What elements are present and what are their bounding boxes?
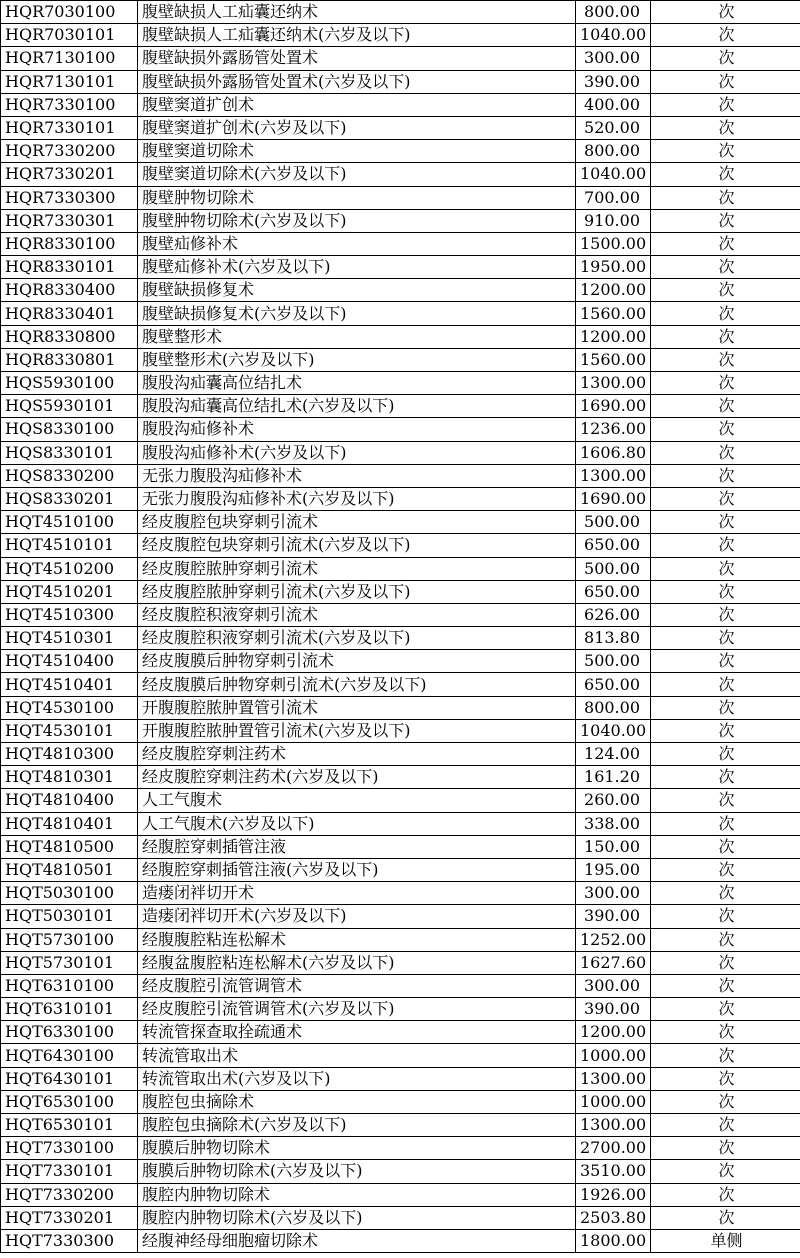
price-cell: 1040.00 [576, 24, 651, 47]
unit-cell: 次 [651, 232, 800, 255]
item-code-cell: HQT4810500 [1, 835, 138, 858]
item-code-cell: HQT7330200 [1, 1183, 138, 1206]
unit-cell: 次 [651, 1183, 800, 1206]
item-name-cell: 腹腔包虫摘除术 [138, 1090, 576, 1113]
item-name-cell: 腹股沟疝囊高位结扎术(六岁及以下) [138, 395, 576, 418]
unit-cell: 次 [651, 116, 800, 139]
price-cell: 390.00 [576, 70, 651, 93]
table-row [1, 928, 800, 951]
price-cell: 400.00 [576, 93, 651, 116]
item-code-cell: HQT6530101 [1, 1114, 138, 1137]
table-row [1, 673, 800, 696]
unit-cell: 次 [651, 511, 800, 534]
table-row [1, 209, 800, 232]
price-cell: 300.00 [576, 974, 651, 997]
item-code-cell: HQT4510401 [1, 673, 138, 696]
unit-cell: 次 [651, 696, 800, 719]
item-name-cell: 造瘘闭袢切开术(六岁及以下) [138, 905, 576, 928]
table-row [1, 789, 800, 812]
table-row [1, 905, 800, 928]
unit-cell: 次 [651, 163, 800, 186]
price-cell: 1606.80 [576, 441, 651, 464]
item-code-cell: HQT7330100 [1, 1137, 138, 1160]
table-row [1, 998, 800, 1021]
price-cell: 1627.60 [576, 951, 651, 974]
table-row [1, 974, 800, 997]
table-row [1, 47, 800, 70]
unit-cell: 次 [651, 743, 800, 766]
table-row [1, 464, 800, 487]
item-name-cell: 造瘘闭袢切开术 [138, 882, 576, 905]
table-row [1, 256, 800, 279]
unit-cell: 次 [651, 1044, 800, 1067]
item-code-cell: HQT5730100 [1, 928, 138, 951]
item-code-cell: HQT6330100 [1, 1021, 138, 1044]
item-name-cell: 腹壁窦道扩创术(六岁及以下) [138, 116, 576, 139]
item-code-cell: HQT4810300 [1, 743, 138, 766]
item-code-cell: HQS5930100 [1, 372, 138, 395]
item-code-cell: HQR7030101 [1, 24, 138, 47]
item-name-cell: 经皮腹膜后肿物穿刺引流术(六岁及以下) [138, 673, 576, 696]
unit-cell: 次 [651, 580, 800, 603]
price-cell: 1040.00 [576, 719, 651, 742]
unit-cell: 次 [651, 1206, 800, 1229]
unit-cell: 次 [651, 93, 800, 116]
table-row [1, 186, 800, 209]
item-name-cell: 经皮腹腔穿刺注药术 [138, 743, 576, 766]
item-name-cell: 经腹腔穿刺插管注液(六岁及以下) [138, 858, 576, 881]
item-code-cell: HQT6430101 [1, 1067, 138, 1090]
price-cell: 195.00 [576, 858, 651, 881]
table-row [1, 534, 800, 557]
price-cell: 161.20 [576, 766, 651, 789]
unit-cell: 次 [651, 279, 800, 302]
item-name-cell: 开腹腹腔脓肿置管引流术(六岁及以下) [138, 719, 576, 742]
item-name-cell: 经皮腹腔穿刺注药术(六岁及以下) [138, 766, 576, 789]
item-code-cell: HQT6310101 [1, 998, 138, 1021]
item-code-cell: HQT4810501 [1, 858, 138, 881]
item-name-cell: 腹壁缺损人工疝囊还纳术(六岁及以下) [138, 24, 576, 47]
table-row [1, 70, 800, 93]
unit-cell: 次 [651, 256, 800, 279]
item-name-cell: 转流管取出术 [138, 1044, 576, 1067]
unit-cell: 次 [651, 47, 800, 70]
price-cell: 500.00 [576, 557, 651, 580]
price-cell: 1690.00 [576, 487, 651, 510]
item-code-cell: HQS5930101 [1, 395, 138, 418]
item-code-cell: HQT4510400 [1, 650, 138, 673]
price-cell: 124.00 [576, 743, 651, 766]
price-cell: 500.00 [576, 650, 651, 673]
unit-cell: 次 [651, 1137, 800, 1160]
unit-cell: 次 [651, 789, 800, 812]
table-row [1, 1206, 800, 1229]
price-cell: 800.00 [576, 696, 651, 719]
item-name-cell: 经腹腹腔粘连松解术 [138, 928, 576, 951]
item-name-cell: 经皮腹腔脓肿穿刺引流术 [138, 557, 576, 580]
item-name-cell: 经皮腹腔引流管调管术(六岁及以下) [138, 998, 576, 1021]
price-cell: 300.00 [576, 47, 651, 70]
price-cell: 338.00 [576, 812, 651, 835]
item-code-cell: HQR8330800 [1, 325, 138, 348]
item-code-cell: HQS8330200 [1, 464, 138, 487]
item-code-cell: HQR8330101 [1, 256, 138, 279]
price-cell: 390.00 [576, 905, 651, 928]
item-name-cell: 转流管取出术(六岁及以下) [138, 1067, 576, 1090]
unit-cell: 次 [651, 487, 800, 510]
price-cell: 1300.00 [576, 372, 651, 395]
item-code-cell: HQR8330801 [1, 348, 138, 371]
price-cell: 1800.00 [576, 1229, 651, 1252]
table-row [1, 1067, 800, 1090]
table-row [1, 1137, 800, 1160]
item-code-cell: HQT5730101 [1, 951, 138, 974]
price-cell: 626.00 [576, 603, 651, 626]
price-cell: 1200.00 [576, 325, 651, 348]
unit-cell: 次 [651, 302, 800, 325]
unit-cell: 次 [651, 858, 800, 881]
price-cell: 1000.00 [576, 1044, 651, 1067]
unit-cell: 次 [651, 325, 800, 348]
item-code-cell: HQT4510300 [1, 603, 138, 626]
price-cell: 1500.00 [576, 232, 651, 255]
item-name-cell: 腹腔内肿物切除术(六岁及以下) [138, 1206, 576, 1229]
item-name-cell: 转流管探查取拴疏通术 [138, 1021, 576, 1044]
item-code-cell: HQT4810400 [1, 789, 138, 812]
price-cell: 1252.00 [576, 928, 651, 951]
price-cell: 1560.00 [576, 348, 651, 371]
item-name-cell: 腹膜后肿物切除术(六岁及以下) [138, 1160, 576, 1183]
unit-cell: 次 [651, 534, 800, 557]
item-code-cell: HQT7330300 [1, 1229, 138, 1252]
table-row [1, 580, 800, 603]
price-cell: 910.00 [576, 209, 651, 232]
table-row [1, 232, 800, 255]
price-cell: 1926.00 [576, 1183, 651, 1206]
item-code-cell: HQR8330100 [1, 232, 138, 255]
item-name-cell: 腹股沟疝修补术(六岁及以下) [138, 441, 576, 464]
table-row [1, 511, 800, 534]
table-row [1, 603, 800, 626]
unit-cell: 次 [651, 882, 800, 905]
item-code-cell: HQS8330101 [1, 441, 138, 464]
item-code-cell: HQT4510100 [1, 511, 138, 534]
item-name-cell: 经皮腹腔脓肿穿刺引流术(六岁及以下) [138, 580, 576, 603]
price-cell: 1560.00 [576, 302, 651, 325]
table-row [1, 1090, 800, 1113]
price-cell: 390.00 [576, 998, 651, 1021]
table-row [1, 627, 800, 650]
table-row [1, 696, 800, 719]
item-name-cell: 经皮腹腔引流管调管术 [138, 974, 576, 997]
table-row [1, 395, 800, 418]
item-name-cell: 人工气腹术 [138, 789, 576, 812]
table-row [1, 951, 800, 974]
item-code-cell: HQT5030100 [1, 882, 138, 905]
unit-cell: 次 [651, 557, 800, 580]
item-code-cell: HQR8330401 [1, 302, 138, 325]
item-code-cell: HQR7130100 [1, 47, 138, 70]
unit-cell: 次 [651, 418, 800, 441]
item-name-cell: 腹壁缺损人工疝囊还纳术 [138, 1, 576, 24]
unit-cell: 次 [651, 464, 800, 487]
item-name-cell: 无张力腹股沟疝修补术 [138, 464, 576, 487]
unit-cell: 次 [651, 1067, 800, 1090]
table-row [1, 743, 800, 766]
unit-cell: 次 [651, 1021, 800, 1044]
table-row [1, 24, 800, 47]
unit-cell: 次 [651, 70, 800, 93]
price-cell: 2700.00 [576, 1137, 651, 1160]
table-row [1, 348, 800, 371]
table-row [1, 163, 800, 186]
unit-cell: 次 [651, 209, 800, 232]
table-row [1, 1160, 800, 1183]
item-code-cell: HQT6310100 [1, 974, 138, 997]
price-cell: 800.00 [576, 140, 651, 163]
table-row [1, 835, 800, 858]
item-code-cell: HQT7330101 [1, 1160, 138, 1183]
item-code-cell: HQT4810401 [1, 812, 138, 835]
item-code-cell: HQT4810301 [1, 766, 138, 789]
item-name-cell: 经皮腹腔包块穿刺引流术 [138, 511, 576, 534]
item-name-cell: 腹壁整形术 [138, 325, 576, 348]
unit-cell: 次 [651, 673, 800, 696]
item-code-cell: HQR7130101 [1, 70, 138, 93]
item-code-cell: HQT5030101 [1, 905, 138, 928]
unit-cell: 次 [651, 24, 800, 47]
price-cell: 3510.00 [576, 1160, 651, 1183]
unit-cell: 次 [651, 1160, 800, 1183]
item-name-cell: 腹壁肿物切除术 [138, 186, 576, 209]
unit-cell: 次 [651, 1090, 800, 1113]
item-name-cell: 经皮腹腔积液穿刺引流术(六岁及以下) [138, 627, 576, 650]
table-row [1, 140, 800, 163]
table-row [1, 719, 800, 742]
item-code-cell: HQT4530100 [1, 696, 138, 719]
item-name-cell: 腹壁缺损外露肠管处置术 [138, 47, 576, 70]
price-cell: 1236.00 [576, 418, 651, 441]
item-name-cell: 腹腔内肿物切除术 [138, 1183, 576, 1206]
item-code-cell: HQR7330100 [1, 93, 138, 116]
table-row [1, 302, 800, 325]
unit-cell: 次 [651, 627, 800, 650]
price-cell: 1300.00 [576, 1114, 651, 1137]
table-row [1, 557, 800, 580]
item-name-cell: 无张力腹股沟疝修补术(六岁及以下) [138, 487, 576, 510]
price-cell: 1300.00 [576, 464, 651, 487]
table-row [1, 279, 800, 302]
item-name-cell: 腹腔包虫摘除术(六岁及以下) [138, 1114, 576, 1137]
unit-cell: 单侧 [651, 1229, 800, 1252]
price-cell: 500.00 [576, 511, 651, 534]
table-row [1, 93, 800, 116]
price-cell: 650.00 [576, 534, 651, 557]
item-name-cell: 腹壁缺损修复术(六岁及以下) [138, 302, 576, 325]
unit-cell: 次 [651, 928, 800, 951]
table-row [1, 858, 800, 881]
table-row [1, 325, 800, 348]
price-cell: 300.00 [576, 882, 651, 905]
price-cell: 650.00 [576, 580, 651, 603]
item-name-cell: 经腹腔穿刺插管注液 [138, 835, 576, 858]
unit-cell: 次 [651, 766, 800, 789]
table-row [1, 1183, 800, 1206]
unit-cell: 次 [651, 441, 800, 464]
item-code-cell: HQT4510301 [1, 627, 138, 650]
unit-cell: 次 [651, 835, 800, 858]
item-name-cell: 腹壁缺损外露肠管处置术(六岁及以下) [138, 70, 576, 93]
price-cell: 2503.80 [576, 1206, 651, 1229]
item-code-cell: HQT7330201 [1, 1206, 138, 1229]
item-name-cell: 腹壁肿物切除术(六岁及以下) [138, 209, 576, 232]
table-row [1, 650, 800, 673]
unit-cell: 次 [651, 395, 800, 418]
price-cell: 700.00 [576, 186, 651, 209]
price-cell: 1200.00 [576, 279, 651, 302]
item-name-cell: 经腹神经母细胞瘤切除术 [138, 1229, 576, 1252]
item-code-cell: HQR7030100 [1, 1, 138, 24]
item-name-cell: 腹壁整形术(六岁及以下) [138, 348, 576, 371]
price-cell: 260.00 [576, 789, 651, 812]
table-row [1, 1229, 800, 1252]
item-name-cell: 腹壁窦道切除术 [138, 140, 576, 163]
table-row [1, 418, 800, 441]
price-cell: 1950.00 [576, 256, 651, 279]
item-code-cell: HQT4510201 [1, 580, 138, 603]
table-row [1, 487, 800, 510]
item-code-cell: HQS8330100 [1, 418, 138, 441]
price-cell: 1040.00 [576, 163, 651, 186]
table-row [1, 1114, 800, 1137]
unit-cell: 次 [651, 1114, 800, 1137]
item-code-cell: HQT4510101 [1, 534, 138, 557]
unit-cell: 次 [651, 603, 800, 626]
item-code-cell: HQR7330200 [1, 140, 138, 163]
item-code-cell: HQR7330101 [1, 116, 138, 139]
item-code-cell: HQT4530101 [1, 719, 138, 742]
price-cell: 1000.00 [576, 1090, 651, 1113]
unit-cell: 次 [651, 186, 800, 209]
item-name-cell: 经皮腹膜后肿物穿刺引流术 [138, 650, 576, 673]
item-name-cell: 腹壁缺损修复术 [138, 279, 576, 302]
item-name-cell: 腹壁窦道切除术(六岁及以下) [138, 163, 576, 186]
price-cell: 813.80 [576, 627, 651, 650]
unit-cell: 次 [651, 719, 800, 742]
unit-cell: 次 [651, 951, 800, 974]
item-name-cell: 腹股沟疝囊高位结扎术 [138, 372, 576, 395]
item-code-cell: HQR7330301 [1, 209, 138, 232]
table-row [1, 1044, 800, 1067]
table-row [1, 116, 800, 139]
fee-table-body [1, 1, 800, 1253]
unit-cell: 次 [651, 1, 800, 24]
table-row [1, 1021, 800, 1044]
table-row [1, 372, 800, 395]
price-cell: 520.00 [576, 116, 651, 139]
price-cell: 150.00 [576, 835, 651, 858]
price-cell: 800.00 [576, 1, 651, 24]
table-row [1, 812, 800, 835]
unit-cell: 次 [651, 372, 800, 395]
unit-cell: 次 [651, 905, 800, 928]
item-code-cell: HQR7330201 [1, 163, 138, 186]
table-row [1, 766, 800, 789]
unit-cell: 次 [651, 348, 800, 371]
unit-cell: 次 [651, 812, 800, 835]
item-name-cell: 腹股沟疝修补术 [138, 418, 576, 441]
item-name-cell: 腹壁窦道扩创术 [138, 93, 576, 116]
item-name-cell: 开腹腹腔脓肿置管引流术 [138, 696, 576, 719]
table-row [1, 1, 800, 24]
item-code-cell: HQT6530100 [1, 1090, 138, 1113]
unit-cell: 次 [651, 974, 800, 997]
unit-cell: 次 [651, 650, 800, 673]
unit-cell: 次 [651, 140, 800, 163]
table-row [1, 882, 800, 905]
table-row [1, 441, 800, 464]
unit-cell: 次 [651, 998, 800, 1021]
item-name-cell: 经皮腹腔包块穿刺引流术(六岁及以下) [138, 534, 576, 557]
item-code-cell: HQS8330201 [1, 487, 138, 510]
price-cell: 1200.00 [576, 1021, 651, 1044]
item-name-cell: 腹壁疝修补术(六岁及以下) [138, 256, 576, 279]
item-name-cell: 腹壁疝修补术 [138, 232, 576, 255]
item-name-cell: 经腹盆腹腔粘连松解术(六岁及以下) [138, 951, 576, 974]
price-cell: 650.00 [576, 673, 651, 696]
price-cell: 1690.00 [576, 395, 651, 418]
price-cell: 1300.00 [576, 1067, 651, 1090]
item-code-cell: HQT6430100 [1, 1044, 138, 1067]
item-code-cell: HQT4510200 [1, 557, 138, 580]
item-name-cell: 经皮腹腔积液穿刺引流术 [138, 603, 576, 626]
item-code-cell: HQR7330300 [1, 186, 138, 209]
item-code-cell: HQR8330400 [1, 279, 138, 302]
item-name-cell: 腹膜后肿物切除术 [138, 1137, 576, 1160]
item-name-cell: 人工气腹术(六岁及以下) [138, 812, 576, 835]
